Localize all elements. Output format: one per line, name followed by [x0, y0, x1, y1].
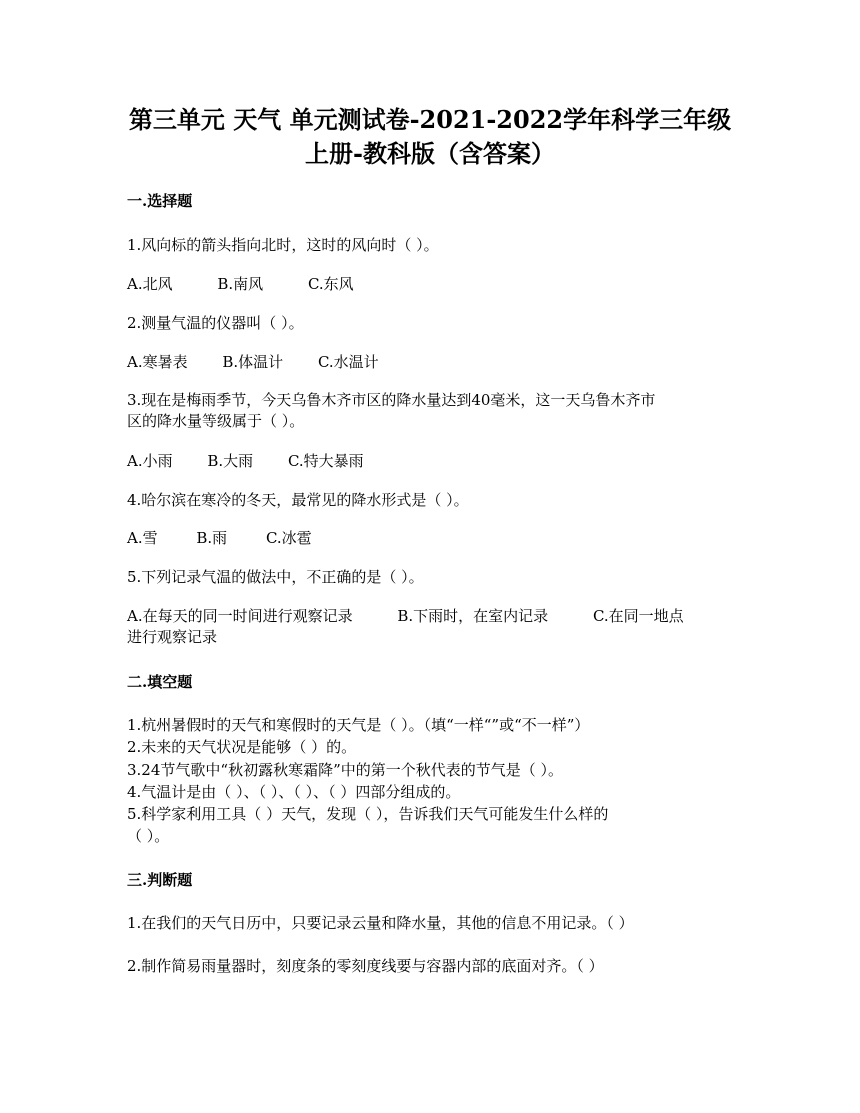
question-fill-5-line-2: （ ）。: [127, 827, 170, 845]
section-heading-fill: 二.填空题: [127, 673, 193, 691]
options-choice-5-continued: 进行观察记录: [127, 628, 218, 646]
option-c: C.在同一地点: [592, 607, 684, 625]
options-choice-5: [127, 605, 737, 627]
document-title-line-1: 第三单元 天气 单元测试卷-2021-2022学年科学三年级: [128, 105, 732, 134]
option-a: A.雪: [127, 529, 158, 547]
question-choice-2: 2.测量气温的仪器叫（ ）。: [127, 314, 304, 332]
option-c: C.东风: [307, 275, 354, 293]
option-c: C.冰雹: [265, 529, 312, 547]
question-choice-1: 1.风向标的箭头指向北时，这时的风向时（ ）。: [127, 236, 439, 254]
option-b: B.雨: [196, 529, 228, 547]
question-fill-2: 2.未来的天气状况是能够（ ）的。: [127, 738, 357, 756]
option-a: A.小雨: [127, 452, 173, 470]
options-choice-3: [127, 450, 737, 472]
option-b: B.大雨: [207, 452, 254, 470]
option-a: A.北风: [127, 275, 173, 293]
question-choice-4: 4.哈尔滨在寒冷的冬天，最常见的降水形式是（ ）。: [127, 491, 469, 509]
question-choice-3-line-2: 区的降水量等级属于（ ）。: [127, 412, 305, 430]
question-choice-3-line-1: 3.现在是梅雨季节，今天乌鲁木齐市区的降水量达到40毫米，这一天乌鲁木齐市: [127, 391, 656, 409]
option-b: B.体温计: [222, 353, 284, 371]
question-fill-3: 3.24节气歌中“秋初露秋寒霜降”中的第一个秋代表的节气是（ ）。: [127, 761, 564, 779]
option-a: A.在每天的同一时间进行观察记录: [127, 607, 353, 625]
option-a: A.寒暑表: [127, 353, 188, 371]
option-c: C.水温计: [317, 353, 379, 371]
option-c: C.特大暴雨: [287, 452, 364, 470]
option-b: B.南风: [217, 275, 264, 293]
option-b: B.下雨时，在室内记录: [397, 607, 549, 625]
question-fill-4: 4.气温计是由（ ）、（ ）、（ ）、（ ）四部分组成的。: [127, 783, 461, 801]
question-choice-5: 5.下列记录气温的做法中，不正确的是（ ）。: [127, 568, 424, 586]
question-fill-1: 1.杭州暑假时的天气和寒假时的天气是（ ）。（填“一样“”或“不一样”）: [127, 716, 590, 734]
options-choice-1: [127, 273, 737, 295]
question-judge-2: 2.制作简易雨量器时，刻度条的零刻度线要与容器内部的底面对齐。（ ）: [127, 957, 604, 975]
question-judge-1: 1.在我们的天气日历中，只要记录云量和降水量，其他的信息不用记录。（ ）: [127, 914, 634, 932]
options-choice-2: [127, 351, 737, 373]
document-title-line-2: 上册-教科版（含答案）: [305, 139, 555, 168]
options-choice-4: [127, 527, 737, 549]
section-heading-judge: 三.判断题: [127, 871, 193, 889]
question-fill-5-line-1: 5.科学家利用工具（ ）天气，发现（ ），告诉我们天气可能发生什么样的: [127, 805, 609, 823]
section-heading-choice: 一.选择题: [127, 192, 193, 210]
